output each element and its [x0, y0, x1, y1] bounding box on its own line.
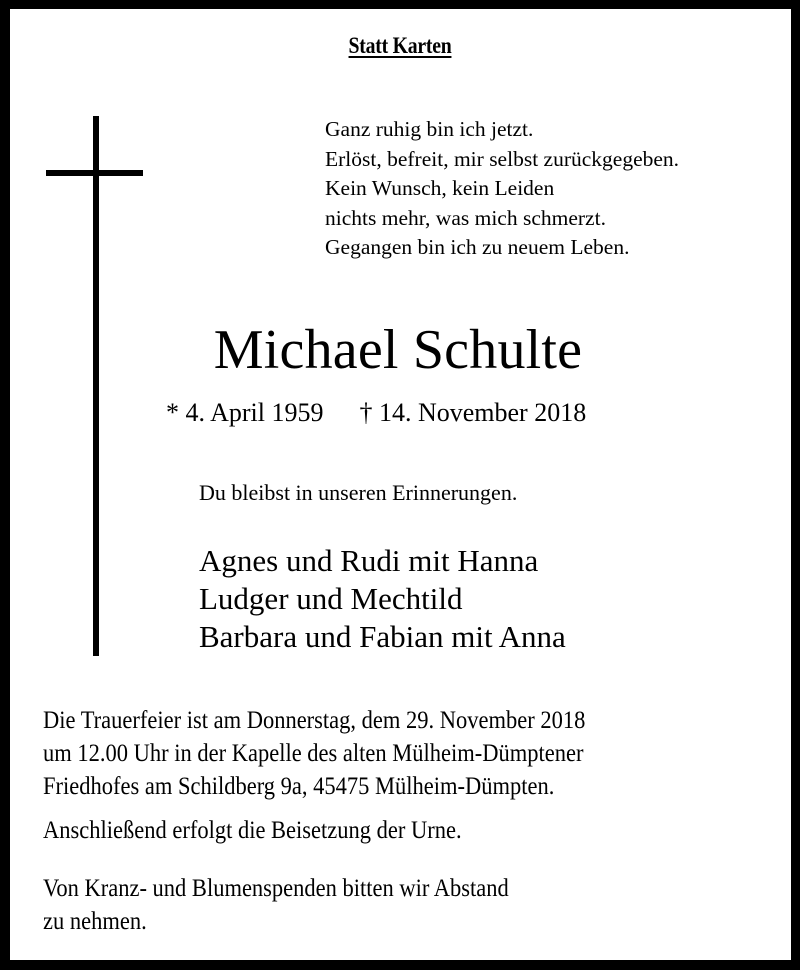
poem [325, 115, 679, 263]
ceremony-line: Friedhofes am Schildberg 9a, 45475 Mülheim-Dümpten. [43, 773, 555, 800]
mourner-line: Ludger und Mechtild [199, 581, 463, 616]
flowers-line: zu nehmen. [43, 908, 147, 935]
mourner-line: Barbara und Fabian mit Anna [199, 619, 566, 654]
poem-line: Erlöst, befreit, mir selbst zurückgegeben. [325, 146, 680, 171]
death-date: † 14. November 2018 [359, 398, 587, 427]
remembrance-line: Du bleibst in unseren Erinnerungen. [199, 480, 518, 505]
cross-horizontal-bar [46, 170, 143, 176]
birth-date: * 4. April 1959 [166, 398, 324, 427]
life-dates [166, 398, 586, 428]
flowers-request [43, 872, 509, 938]
deceased-name [0, 318, 800, 382]
poem-line: Ganz ruhig bin ich jetzt. [325, 117, 534, 141]
ceremony-line: Die Trauerfeier ist am Donnerstag, dem 29. November 2018 [43, 707, 586, 734]
poem-line: Gegangen bin ich zu neuem Leben. [325, 235, 630, 259]
burial-line: Anschließend erfolgt die Beisetzung der Urne. [43, 817, 462, 844]
burial-note [43, 814, 462, 847]
mourner-line: Agnes und Rudi mit Hanna [199, 543, 539, 578]
mourners-list [199, 542, 566, 656]
heading-statt-karten: Statt Karten [348, 33, 452, 58]
ceremony-line: um 12.00 Uhr in der Kapelle des alten Mülheim-Dümptener [43, 740, 584, 767]
ceremony-details [43, 704, 585, 803]
deceased-name-text: Michael Schulte [213, 319, 583, 381]
flowers-line: Von Kranz- und Blumenspenden bitten wir Abstand [43, 875, 509, 902]
poem-line: Kein Wunsch, kein Leiden [325, 176, 555, 200]
cross-vertical-bar [93, 116, 99, 656]
poem-line: nichts mehr, was mich schmerzt. [325, 205, 606, 230]
